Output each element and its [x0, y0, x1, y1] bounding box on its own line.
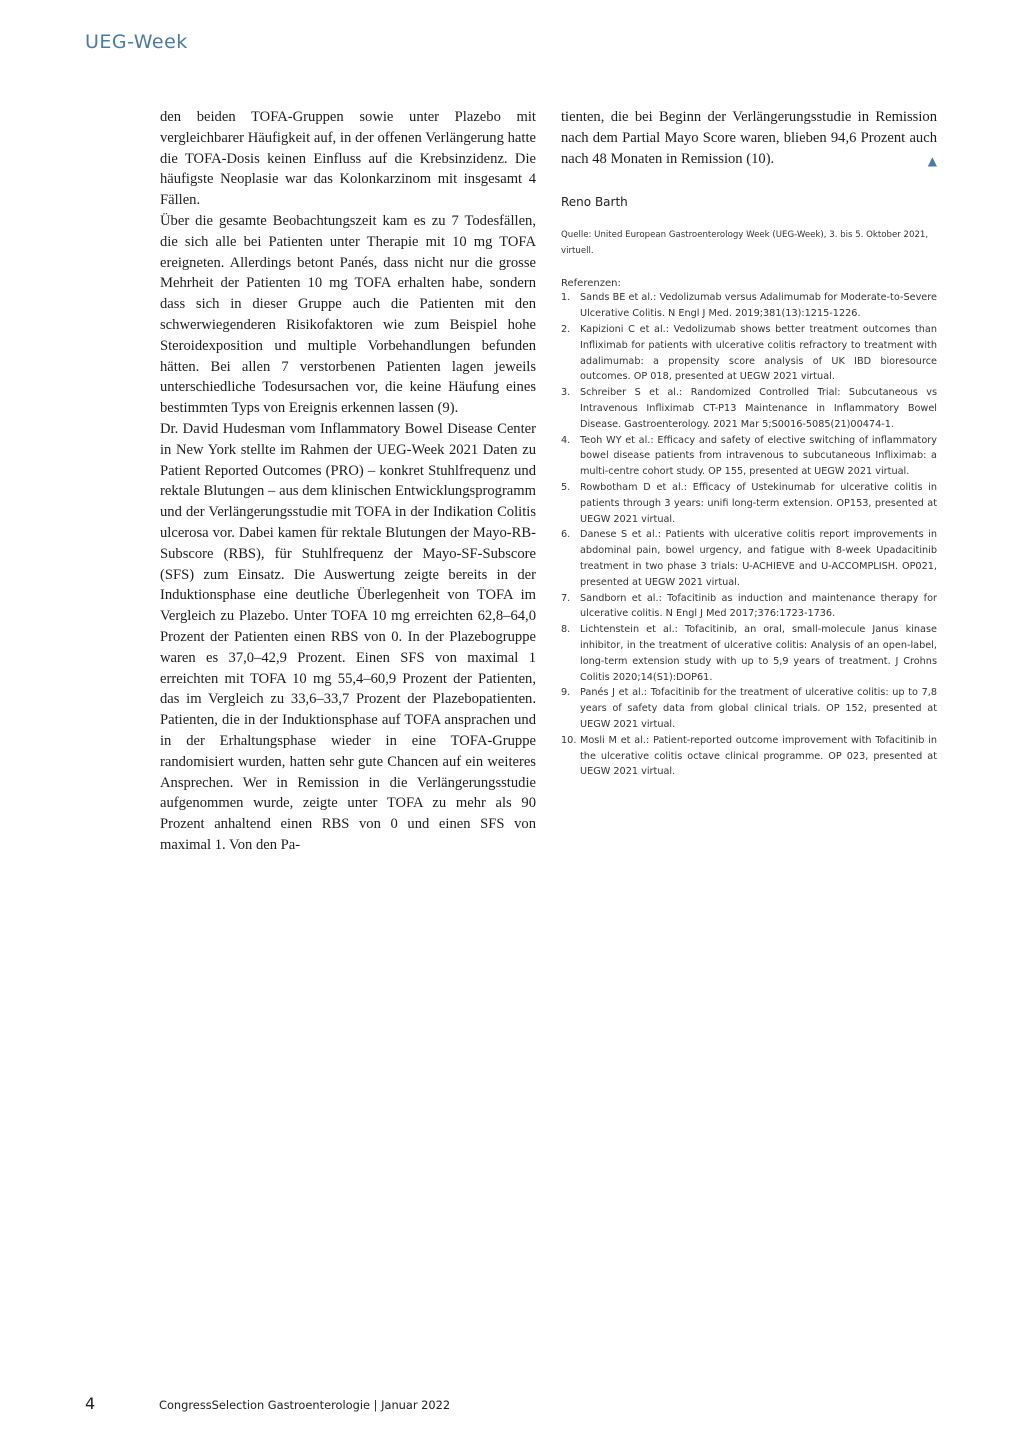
- end-mark-triangle-icon: ▲: [927, 153, 937, 168]
- reference-text: Danese S et al.: Patients with ulcerative colitis report improvements in abdominal pain, bowel urgency, and fatigue with 8-week Upadacitinib treatment in two phase 3 trials: U-ACHIEVE and U-ACCOMPLISH. OP021, presented at UEGW 2021 virtual.: [580, 529, 937, 588]
- body-paragraph: [561, 107, 937, 169]
- reference-number: 8.: [561, 624, 571, 636]
- left-column: [160, 107, 536, 856]
- body-paragraph-text: tienten, die bei Beginn der Verlängerungsstudie in Remission nach dem Partial Mayo Score waren, blieben 94,6 Prozent auch nach 48 Monaten in Remission (10).: [561, 109, 937, 167]
- reference-item: [561, 591, 937, 623]
- reference-number: 9.: [561, 687, 571, 699]
- reference-text: Teoh WY et al.: Efficacy and safety of elective switching of inflammatory bowel disease patients from intravenous to subcutaneous Infliximab: a multi-centre cohort study. OP 155, presented at UEGW 2021 virtual.: [580, 434, 937, 478]
- reference-text: Sands BE et al.: Vedolizumab versus Adalimumab for Moderate-to-Severe Ulcerative Colitis. N Engl J Med. 2019;381(13):1215-1226.: [580, 292, 937, 320]
- reference-number: 1.: [561, 292, 571, 304]
- reference-number: 6.: [561, 529, 571, 541]
- reference-number: 3.: [561, 387, 571, 399]
- reference-text: Panés J et al.: Tofacitinib for the treatment of ulcerative colitis: up to 7,8 years of safety data from global clinical trials. OP 152, presented at UEGW 2021 virtual.: [580, 687, 937, 730]
- reference-text: Sandborn et al.: Tofacitinib as induction and maintenance therapy for ulcerative colitis. N Engl J Med 2017;376:1723-1736.: [580, 592, 937, 620]
- publication-footer: CongressSelection Gastroenterologie | Januar 2022: [159, 1398, 451, 1412]
- reference-item: [561, 685, 937, 732]
- body-paragraph: Dr. David Hudesman vom Inflammatory Bowel Disease Center in New York stellte im Rahmen der UEG-Week 2021 Daten zu Patient Reported Outcomes (PRO) – konkret Stuhlfrequenz und rektale Blutungen – aus dem klinischen Entwicklungsprogramm und der Verlängerungsstudie mit TOFA in der Indikation Colitis ulcerosa vor. Dabei kamen für rektale Blutungen der Mayo-RB-Subscore (RBS), für Stuhlfrequenz der Mayo-SF-Subscore (SFS) zum Einsatz. Die Auswertung zeigte bereits in der Induktionsphase eine deutliche Überlegenheit von TOFA im Vergleich zu Plazebo. Unter TOFA 10 mg erreichten 62,8–64,0 Prozent der Patienten einen RBS von 0. In der Plazebogruppe waren es 37,0–42,9 Prozent. Einen SFS von maximal 1 erreichten mit TOFA 10 mg 55,4–60,9 Prozent der Patienten, das im Vergleich zu 33,6–33,7 Prozent der Plazebopatienten. Patienten, die in der Induktionsphase auf TOFA ansprachen und in der Erhaltungsphase wieder in eine TOFA-Gruppe randomisiert wurden, hatten sehr gute Chancen auf ein weiteres Ansprechen. Wer in Remission in die Verlängerungsstudie aufgenommen wurde, zeigte unter TOFA zu mehr als 90 Prozent anhaltend einen RBS von 0 und einen SFS von maximal 1. Von den Pa-: [160, 420, 536, 853]
- section-title: UEG-Week: [85, 31, 188, 53]
- reference-item: [561, 733, 937, 780]
- reference-text: Mosli M et al.: Patient-reported outcome improvement with Tofacitinib in the ulcerative colitis octave clinical programme. OP 023, presented at UEGW 2021 virtual.: [580, 734, 937, 778]
- reference-text: Lichtenstein et al.: Tofacitinib, an oral, small-molecule Janus kinase inhibitor, in the treatment of ulcerative colitis: Analysis of an open-label, long-term extension study with up to 5,9 years of treatment. J Crohns Colitis 2020;14(S1):DOP61.: [580, 624, 937, 683]
- references-heading: Referenzen:: [561, 278, 621, 290]
- reference-item: [561, 480, 937, 527]
- source-note: Quelle: United European Gastroenterology Week (UEG-Week), 3. bis 5. Oktober 2021, virtuell.: [561, 230, 929, 257]
- reference-text: Rowbotham D et al.: Efficacy of Ustekinumab for ulcerative colitis in patients through 3 years: unifi long-term extension. OP153, presented at UEGW 2021 virtual.: [580, 481, 937, 525]
- reference-number: 7.: [561, 592, 571, 604]
- reference-text: Schreiber S et al.: Randomized Controlled Trial: Subcutaneous vs Intravenous Infliximab CT-P13 Maintenance in Inflammatory Bowel Disease. Gastroenterology. 2021 Mar 5;S0016-5085(21)00474-1.: [580, 387, 937, 430]
- body-paragraph: Über die gesamte Beobachtungszeit kam es zu 7 Todesfällen, die sich alle bei Patienten unter Therapie mit 10 mg TOFA ereigneten. Allerdings betont Panés, dass nicht nur die grosse Mehrheit der Patienten 10 mg TOFA erhalten habe, sondern dass sich in dieser Gruppe auch die Patienten mit den schwerwiegenderen Risikofaktoren wie zum Beispiel hohe Steroidexposition und multiple Vorbehandlungen befunden hätten. Bei allen 7 verstorbenen Patienten lagen jeweils unterschiedliche Todesursachen vor, die keine Häufung eines bestimmten Typs von Ereignis erkennen lassen (9).: [160, 212, 536, 417]
- page-number: 4: [85, 1394, 96, 1413]
- author-name: Reno Barth: [561, 195, 628, 210]
- reference-number: 2.: [561, 323, 571, 335]
- reference-text: Kapizioni C et al.: Vedolizumab shows better treatment outcomes than Infliximab for patients with ulcerative colitis refractory to treatment with adalimumab: a propensity score analysis of UK IBD bioresource outcomes. OP 018, presented at UEGW 2021 virtual.: [580, 323, 937, 383]
- references-list: [561, 290, 937, 780]
- body-paragraph: den beiden TOFA-Gruppen sowie unter Plazebo mit vergleichbarer Häufigkeit auf, in der offenen Verlängerung hatte die TOFA-Dosis keinen Einfluss auf die Krebsinzidenz. Die häufigste Neoplasie war das Kolonkarzinom mit insgesamt 4 Fällen.: [160, 109, 536, 209]
- reference-number: 5.: [561, 481, 571, 493]
- reference-item: [561, 433, 937, 480]
- right-column: [561, 107, 937, 780]
- reference-item: [561, 622, 937, 685]
- reference-number: 4.: [561, 434, 571, 446]
- reference-item: [561, 527, 937, 590]
- reference-number: 10.: [561, 734, 577, 746]
- reference-item: [561, 322, 937, 385]
- reference-item: [561, 385, 937, 432]
- reference-item: [561, 290, 937, 322]
